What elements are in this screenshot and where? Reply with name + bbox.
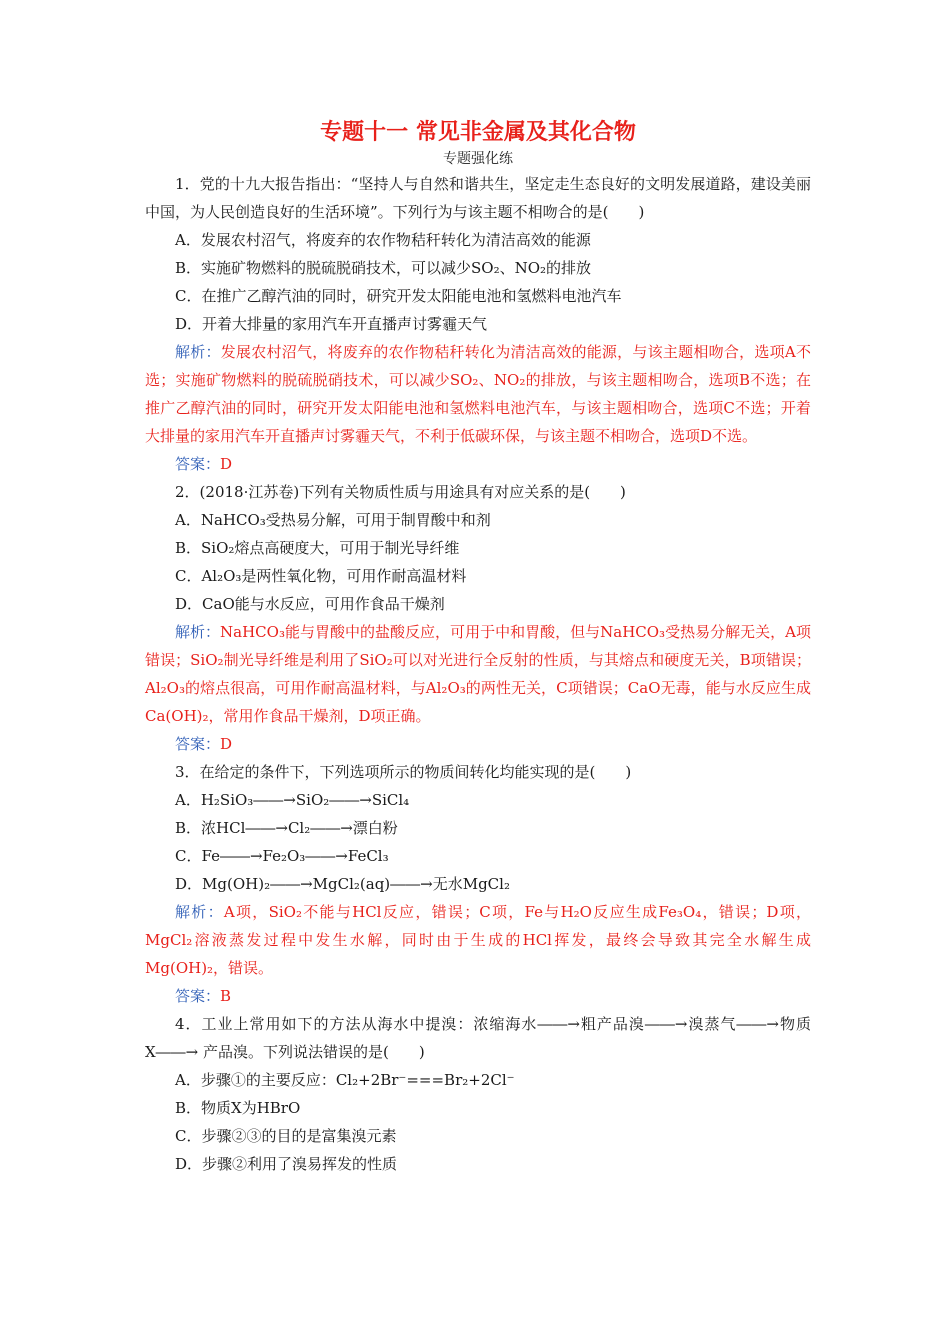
question-stem: 3．在给定的条件下，下列选项所示的物质间转化均能实现的是( ) bbox=[175, 763, 632, 781]
answer-label: 答案： bbox=[175, 987, 221, 1005]
document-page bbox=[145, 118, 811, 1178]
question-stem: 1．党的十九大报告指出：“坚持人与自然和谐共生，坚定走生态良好的文明发展道路，建设美丽中国，为人民创造良好的生活环境”。下列行为与该主题不相吻合的是( ) bbox=[145, 175, 811, 221]
option-a: A．步骤①的主要反应：Cl₂+2Br⁻===Br₂+2Cl⁻ bbox=[175, 1071, 515, 1089]
option-b: B．浓HCl――→Cl₂――→漂白粉 bbox=[175, 819, 398, 837]
question-stem: 2．(2018·江苏卷)下列有关物质性质与用途具有对应关系的是( ) bbox=[175, 483, 626, 501]
question-3 bbox=[145, 758, 811, 1010]
option-c: C．Al₂O₃是两性氧化物，可用作耐高温材料 bbox=[175, 567, 467, 585]
option-d: D．步骤②利用了溴易挥发的性质 bbox=[175, 1155, 398, 1173]
option-a: A．发展农村沼气，将废弃的农作物秸秆转化为清洁高效的能源 bbox=[175, 231, 591, 249]
option-a: A．H₂SiO₃――→SiO₂――→SiCl₄ bbox=[175, 791, 410, 809]
document-title: 专题十一 常见非金属及其化合物 bbox=[320, 120, 636, 145]
option-b: B．物质X为HBrO bbox=[175, 1099, 301, 1117]
answer bbox=[145, 450, 811, 478]
question-4 bbox=[145, 1010, 811, 1178]
option-c: C．步骤②③的目的是富集溴元素 bbox=[175, 1127, 397, 1145]
answer-value: D bbox=[220, 735, 233, 753]
explanation-text: 发展农村沼气，将废弃的农作物秸秆转化为清洁高效的能源，与该主题相吻合，选项A不选；实施矿物燃料的脱硫脱硝技术，可以减少SO₂、NO₂的排放，与该主题相吻合，选项B不选；在推广乙醇汽油的同时，研究开发太阳能电池和氢燃料电池汽车，与该主题相吻合，选项C不选；开着大排量的家用汽车开直播声讨雾霾天气，不利于低碳环保，与该主题不相吻合，选项D不选。 bbox=[145, 343, 811, 445]
explanation-label: 解析： bbox=[175, 343, 221, 361]
answer-value: B bbox=[220, 987, 232, 1005]
explanation-text: A项，SiO₂不能与HCl反应，错误；C项，Fe与H₂O反应生成Fe₃O₄，错误；D项，MgCl₂溶液蒸发过程中发生水解，同时由于生成的HCl挥发，最终会导致其完全水解生成Mg(OH)₂，错误。 bbox=[145, 903, 811, 977]
explanation bbox=[145, 898, 811, 982]
explanation bbox=[145, 618, 811, 730]
option-b: B．实施矿物燃料的脱硫脱硝技术，可以减少SO₂、NO₂的排放 bbox=[175, 259, 592, 277]
answer bbox=[145, 982, 811, 1010]
question-2 bbox=[145, 478, 811, 758]
answer-label: 答案： bbox=[175, 455, 221, 473]
answer-value: D bbox=[220, 455, 233, 473]
question-1 bbox=[145, 170, 811, 478]
answer-label: 答案： bbox=[175, 735, 221, 753]
option-a: A．NaHCO₃受热易分解，可用于制胃酸中和剂 bbox=[175, 511, 491, 529]
option-d: D．Mg(OH)₂――→MgCl₂(aq)――→无水MgCl₂ bbox=[175, 875, 510, 893]
option-c: C．在推广乙醇汽油的同时，研究开发太阳能电池和氢燃料电池汽车 bbox=[175, 287, 622, 305]
explanation-label: 解析： bbox=[175, 903, 224, 921]
document-subtitle: 专题强化练 bbox=[443, 151, 513, 167]
explanation bbox=[145, 338, 811, 450]
option-b: B．SiO₂熔点高硬度大，可用于制光导纤维 bbox=[175, 539, 460, 557]
option-d: D．CaO能与水反应，可用作食品干燥剂 bbox=[175, 595, 445, 613]
option-d: D．开着大排量的家用汽车开直播声讨雾霾天气 bbox=[175, 315, 488, 333]
option-c: C．Fe――→Fe₂O₃――→FeCl₃ bbox=[175, 847, 389, 865]
question-stem: 4．工业上常用如下的方法从海水中提溴：浓缩海水――→粗产品溴――→溴蒸气――→物质X――→ 产品溴。下列说法错误的是( ) bbox=[145, 1015, 811, 1061]
answer bbox=[145, 730, 811, 758]
explanation-text: NaHCO₃能与胃酸中的盐酸反应，可用于中和胃酸，但与NaHCO₃受热易分解无关，A项错误；SiO₂制光导纤维是利用了SiO₂可以对光进行全反射的性质，与其熔点和硬度无关，B项错误；Al₂O₃的熔点很高，可用作耐高温材料，与Al₂O₃的两性无关，C项错误；CaO无毒，能与水反应生成Ca(OH)₂，常用作食品干燥剂，D项正确。 bbox=[145, 623, 811, 725]
explanation-label: 解析： bbox=[175, 623, 221, 641]
